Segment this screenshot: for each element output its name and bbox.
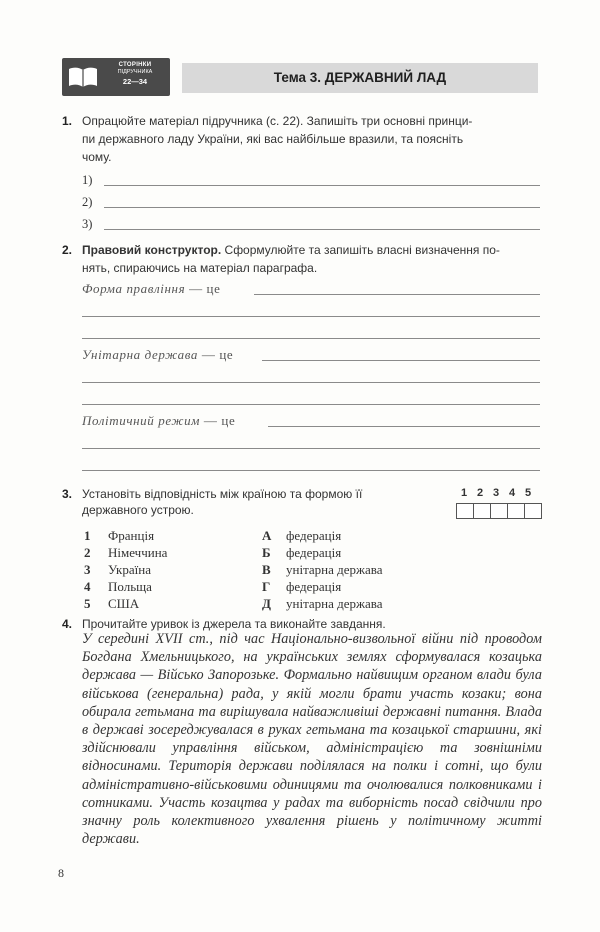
task2-line1 — [82, 241, 500, 259]
task1-answer-line-1[interactable] — [104, 185, 540, 186]
term1-answer-line-3[interactable] — [82, 338, 540, 339]
task1-line3: чому. — [82, 150, 112, 164]
form-item: Г федерація — [262, 579, 342, 594]
answer-grid — [456, 503, 541, 519]
page-number: 8 — [58, 866, 64, 880]
country-item: 4 Польща — [84, 579, 152, 594]
answer-cell-2[interactable] — [473, 503, 491, 519]
task1-answer-label-3: 3) — [82, 217, 93, 231]
task1-answer-line-3[interactable] — [104, 229, 540, 230]
term-form-of-government: Форма правління — це — [82, 281, 221, 296]
term-political-regime: Політичний режим — це — [82, 413, 236, 428]
badge-pages: 22—34 — [122, 77, 148, 86]
term3-answer-line-3[interactable] — [82, 470, 540, 471]
form-item: А федерація — [262, 528, 342, 543]
task1-answer-label-2: 2) — [82, 195, 93, 209]
task2-line1-rest: Сформулюйте та запишіть власні визначення по- — [221, 243, 500, 257]
country-item: 2 Німеччина — [84, 545, 168, 560]
answer-cell-4[interactable] — [507, 503, 525, 519]
task4-number: 4. — [62, 617, 73, 631]
form-item: В унітарна держава — [262, 562, 383, 577]
answer-cell-3[interactable] — [490, 503, 508, 519]
answer-grid-header: 1 2 3 4 5 — [460, 487, 532, 499]
answer-cell-1[interactable] — [456, 503, 474, 519]
form-item: Б федерація — [262, 545, 342, 560]
badge-subtitle: ПІДРУЧНИКА — [117, 69, 153, 75]
term2-answer-line-2[interactable] — [82, 382, 540, 383]
country-item: 3 Україна — [84, 562, 151, 577]
form-item: Д унітарна держава — [262, 596, 383, 611]
task1-answer-line-2[interactable] — [104, 207, 540, 208]
topic-title: Тема 3. ДЕРЖАВНИЙ ЛАД — [182, 63, 538, 93]
task2-title: Правовий конструктор. — [82, 243, 222, 257]
term-unitary-state: Унітарна держава — це — [82, 347, 234, 362]
country-item: 1 Франція — [84, 528, 155, 543]
country-item: 5 США — [84, 596, 140, 611]
task1-number: 1. — [62, 114, 73, 128]
textbook-pages-badge — [62, 58, 170, 96]
task1-answer-label-1: 1) — [82, 173, 93, 187]
term3-answer-line-2[interactable] — [82, 448, 540, 449]
term3-answer-line-1[interactable] — [268, 426, 540, 427]
term2-answer-line-3[interactable] — [82, 404, 540, 405]
term2-answer-line-1[interactable] — [262, 360, 540, 361]
term1-answer-line-2[interactable] — [82, 316, 540, 317]
task3-line2: державного устрою. — [82, 503, 194, 517]
source-excerpt: У середині XVII ст., під час Національно-визвольної війни під проводом Богдана Хмельницького, на українських землях сформувалася козацька держава — Військо Запорозьке. Формально найвищим органом влади була військова (генеральна) рада, у якій могли брати участь козаки; вона обирала гетьмана та вирішувала найважливіші державні питання. Влада в державі зосереджувалася в руках гетьмана та козацької старшини, які здійснювали управління військом, адміністрацією та зовнішніми відносинами. Територія держави поділялася на полки і сотні, що були адміністративно-військовими одиницями та очолювалися полковниками і сотниками. Участь козацтва у радах та виборність посад свідчили про значну роль колективного ухвалення рішень у політичному житті держави. — [82, 631, 542, 848]
badge-title: СТОРІНКИ — [118, 62, 152, 68]
task1-line2: пи державного ладу України, які вас найбільше вразили, та поясніть — [82, 132, 464, 146]
task4-instruction: Прочитайте уривок із джерела та виконайте завдання. — [82, 617, 386, 631]
term1-answer-line-1[interactable] — [254, 294, 540, 295]
book-icon — [68, 65, 98, 89]
answer-cell-5[interactable] — [524, 503, 542, 519]
task3-number: 3. — [62, 487, 73, 501]
task1-line1: Опрацюйте матеріал підручника (с. 22). Запишіть три основні принци- — [82, 114, 473, 128]
task3-line1: Установіть відповідність між країною та формою її — [82, 487, 363, 501]
task2-number: 2. — [62, 243, 73, 257]
task2-line2: нять, спираючись на матеріал параграфа. — [82, 261, 318, 275]
